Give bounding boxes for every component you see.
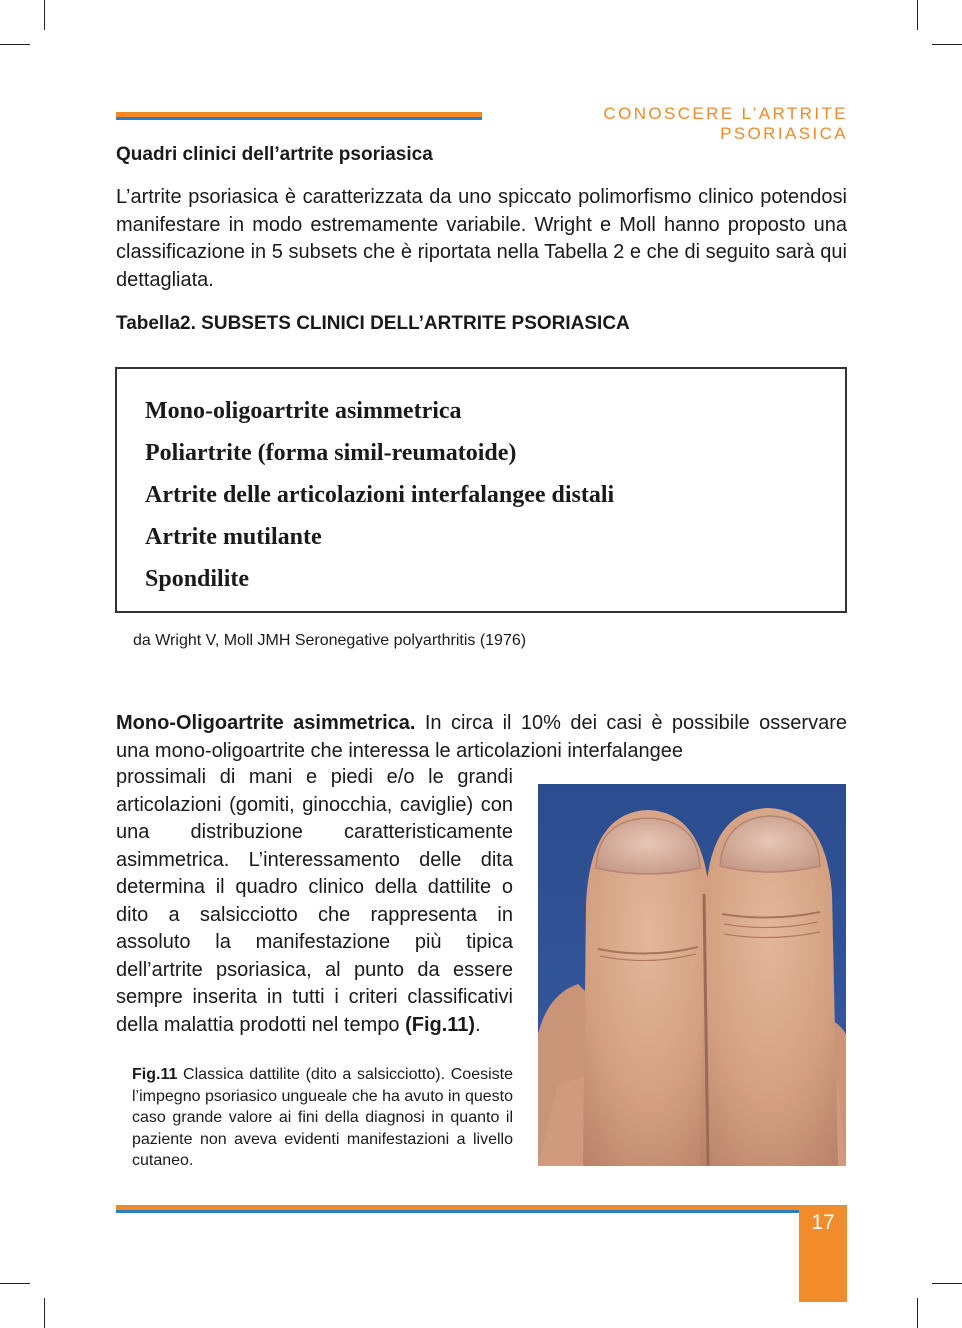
subsection-title: Mono-Oligoartrite asimmetrica. <box>116 712 416 734</box>
figure-reference: (Fig.11) <box>405 1013 476 1036</box>
crop-mark <box>0 1283 30 1284</box>
page-number-tab <box>799 1205 847 1302</box>
intro-paragraph: L’artrite psoriasica è caratterizzata da uno spiccato polimorfismo clinico potendosi manifestare in modo estremamente variabile. Wright e Moll hanno proposto una classificazione in 5 subsets che è riportata nella Tabella 2 e che di seguito sarà qui dettagliata. <box>116 186 847 291</box>
crop-mark <box>932 1283 962 1284</box>
table-caption: Tabella2. SUBSETS CLINICI DELL’ARTRITE PSORIASICA <box>116 313 630 334</box>
body-paragraph-2 <box>116 764 513 1039</box>
subset-item: Poliartrite (forma simil-reumatoide) <box>145 440 517 466</box>
subset-item: Artrite mutilante <box>145 524 322 550</box>
paragraph-end: . <box>475 1013 481 1036</box>
crop-mark <box>917 0 918 30</box>
running-title: CONOSCERE L’ARTRITE PSORIASICA <box>603 104 848 143</box>
crop-mark <box>932 44 962 45</box>
paragraph-text: In circa il 10% dei casi è possibile osservare una mono-oligoartrite che interessa le articolazioni interfalangee <box>116 712 847 762</box>
subset-item: Mono-oligoartrite asimmetrica <box>145 398 462 424</box>
header-rule-blue <box>116 117 482 120</box>
subset-item: Artrite delle articolazioni interfalangee distali <box>145 482 615 508</box>
figure-label: Fig.11 <box>132 1066 178 1083</box>
crop-mark <box>0 44 30 45</box>
dactylitis-photo <box>538 784 846 1166</box>
subsets-list <box>145 390 614 600</box>
crop-mark <box>917 1298 918 1328</box>
table-source: da Wright V, Moll JMH Seronegative polyarthritis (1976) <box>133 632 527 649</box>
footer-rule-blue <box>116 1210 799 1213</box>
paragraph-text: prossimali di mani e piedi e/o le grandi articolazioni (gomiti, ginocchia, caviglie) con una distribuzione caratteristicamente asimmetrica. L’interessamento delle dita determina il quadro clinico della dattilite o dito a salsicciotto che rappresenta in assoluto la manifestazione più tipica dell’artrite psoriasica, al punto da essere sempre inserita in tutti i criteri classificativi della malattia prodotti nel tempo <box>116 766 513 1036</box>
crop-mark <box>44 0 45 30</box>
crop-mark <box>44 1298 45 1328</box>
section-heading: Quadri clinici dell’artrite psoriasica <box>116 144 433 165</box>
subset-item: Spondilite <box>145 566 250 592</box>
subsets-table-box <box>115 367 847 613</box>
figure-caption-text: Classica dattilite (dito a salsicciotto). Coesiste l’impegno psoriasico ungueale che ha avuto in questo caso grande valore ai fini della diagnosi in quanto il paziente non aveva evidenti manifestazioni a livello cutaneo. <box>132 1066 513 1169</box>
figure-caption <box>132 1064 513 1172</box>
body-paragraph-1 <box>116 710 847 765</box>
page-number: 17 <box>811 1211 835 1234</box>
